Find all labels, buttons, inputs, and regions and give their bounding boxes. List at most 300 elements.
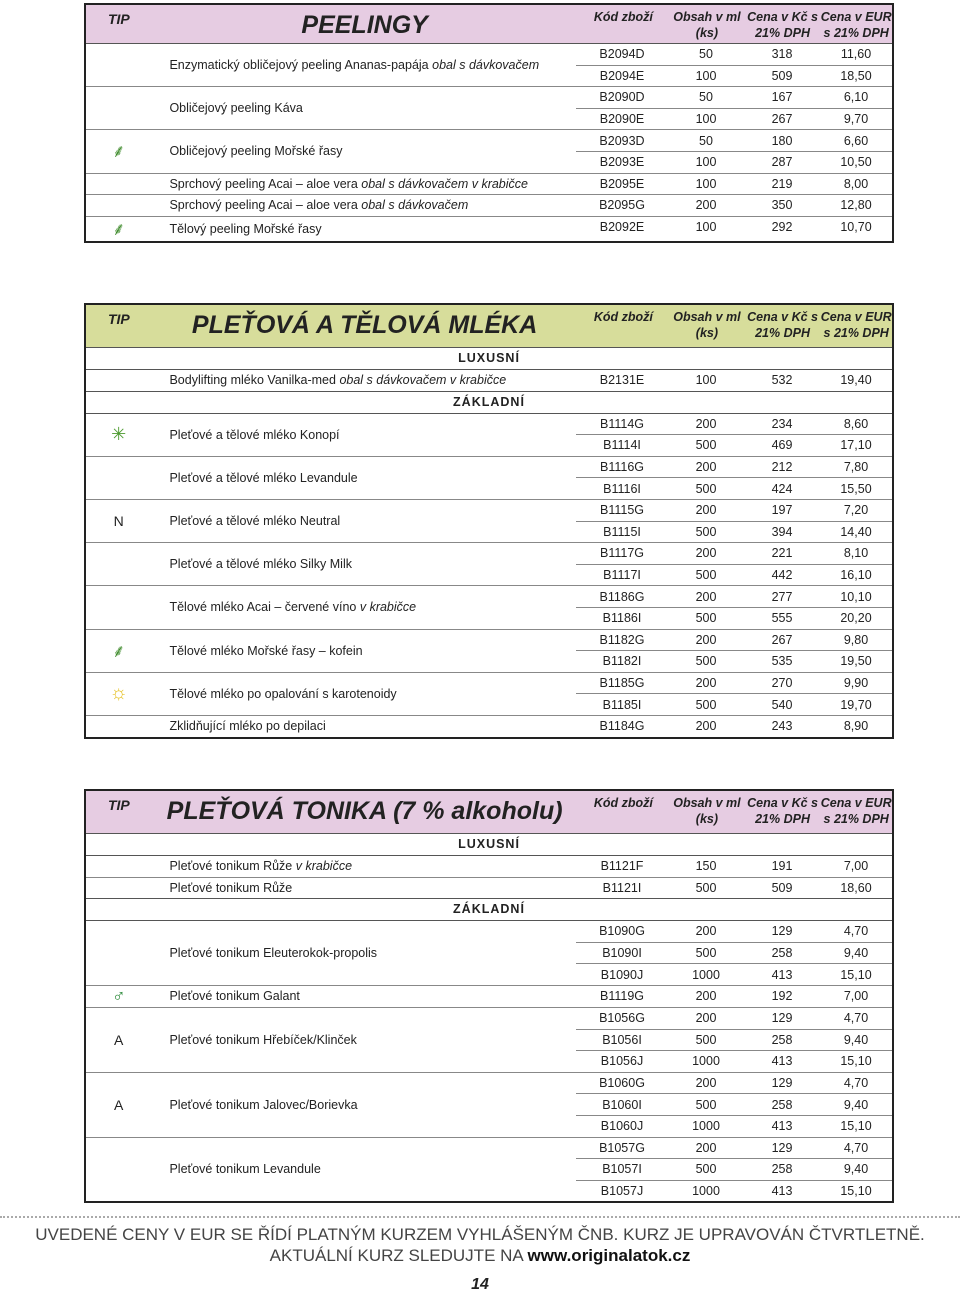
product-group <box>86 370 892 391</box>
peelingy-body <box>86 44 892 241</box>
product-variants <box>576 87 892 129</box>
volume-cell: 200 <box>695 460 717 475</box>
product-variants <box>576 921 892 985</box>
price-eur-cell: 9,80 <box>843 632 869 647</box>
variant-row <box>576 1094 892 1116</box>
product-name <box>151 1073 576 1137</box>
product-variants <box>576 1008 892 1072</box>
volume-cell: 500 <box>695 946 717 961</box>
volume-cell: 500 <box>695 568 717 583</box>
price-czk-cell: 509 <box>771 68 793 83</box>
price-czk-cell: 540 <box>771 697 793 712</box>
variant-row <box>576 1051 892 1072</box>
price-czk-cell: 212 <box>771 460 793 475</box>
product-name-text: Pleťové tonikum Eleuterokok-propolis <box>169 946 378 961</box>
price-eur-cell: 4,70 <box>843 1076 869 1091</box>
product-name <box>151 878 576 899</box>
product-name <box>151 174 576 195</box>
tip-letter: N <box>113 513 124 530</box>
price-czk-cell: 277 <box>771 589 793 604</box>
footer-line1: UVEDENÉ CENY V EUR SE ŘÍDÍ PLATNÝM KURZEM VYHLÁŠENÝM ČNB. KURZ JE UPRAVOVÁN ČTVRTLETNĚ. <box>35 1225 925 1244</box>
product-name <box>151 586 576 628</box>
code-cell: B1060I <box>602 1097 642 1112</box>
code-cell: B1186G <box>599 589 645 604</box>
product-name <box>151 195 576 216</box>
volume-cell: 200 <box>695 1140 717 1155</box>
code-cell: B1114I <box>603 438 641 453</box>
volume-cell: 200 <box>695 676 717 691</box>
product-group <box>86 414 892 457</box>
footer-url-link[interactable]: www.originalatok.cz <box>527 1246 691 1265</box>
code-cell: B2094D <box>599 47 645 62</box>
tip-icon-cell <box>86 543 151 585</box>
price-czk-cell: 258 <box>771 1032 793 1047</box>
tip-icon-cell <box>86 856 151 877</box>
volume-cell: 100 <box>695 373 717 388</box>
product-name <box>151 543 576 585</box>
tonika-lux-body <box>86 856 892 898</box>
product-variants <box>576 543 892 585</box>
volume-cell: 200 <box>695 198 717 213</box>
variant-row <box>576 500 892 522</box>
volume-cell: 500 <box>695 654 717 669</box>
product-name <box>151 457 576 499</box>
tip-letter: A <box>114 1031 124 1048</box>
volume-cell: 1000 <box>692 1119 720 1134</box>
product-name-text: Pleťové tonikum Hřebíček/Klinček <box>169 1032 357 1047</box>
product-variants <box>576 716 892 737</box>
variant-row <box>576 964 892 985</box>
product-group <box>86 586 892 629</box>
product-group <box>86 87 892 130</box>
price-eur-cell: 9,40 <box>843 946 869 961</box>
footer-divider <box>0 1216 960 1218</box>
variant-row <box>576 1138 892 1160</box>
col-cena-eur: Cena v EUR s 21% DPH <box>820 796 892 826</box>
price-eur-cell: 18,60 <box>840 880 872 895</box>
product-variants <box>576 586 892 628</box>
volume-cell: 500 <box>695 697 717 712</box>
code-cell: B1116G <box>599 460 644 475</box>
volume-cell: 200 <box>695 589 717 604</box>
price-czk-cell: 129 <box>771 1011 793 1026</box>
volume-cell: 500 <box>695 1097 717 1112</box>
product-name <box>151 217 576 241</box>
tip-icon-cell <box>86 716 151 737</box>
price-czk-cell: 394 <box>771 524 793 539</box>
code-cell: B1060G <box>599 1076 645 1091</box>
product-name-text: Sprchový peeling Acai – aloe vera <box>169 198 358 213</box>
price-eur-cell: 10,50 <box>840 155 872 170</box>
price-czk-cell: 413 <box>771 1054 793 1069</box>
product-group <box>86 630 892 673</box>
product-variants <box>576 1073 892 1137</box>
price-eur-cell: 15,10 <box>840 1184 872 1199</box>
col-kod: Kód zboží <box>593 310 653 324</box>
code-cell: B1182I <box>602 654 642 669</box>
code-cell: B1184G <box>599 719 645 734</box>
variant-row <box>576 109 892 130</box>
product-variants <box>576 500 892 542</box>
code-cell: B2093D <box>599 133 645 148</box>
product-group <box>86 1008 892 1073</box>
product-variants <box>576 856 892 877</box>
price-czk-cell: 267 <box>771 112 793 127</box>
price-czk-cell: 469 <box>771 438 793 453</box>
product-group <box>86 673 892 716</box>
col-cena-eur: Cena v EUR s 21% DPH <box>820 10 892 40</box>
mleka-table <box>84 303 894 739</box>
product-group <box>86 1073 892 1138</box>
tip-label: TIP <box>107 11 130 27</box>
price-eur-cell: 10,70 <box>840 220 872 235</box>
product-name-text: Zklidňující mléko po depilaci <box>169 719 326 734</box>
code-cell: B1121I <box>602 880 642 895</box>
price-eur-cell: 17,10 <box>840 438 872 453</box>
product-variants <box>576 673 892 715</box>
tip-icon-cell <box>86 630 151 672</box>
col-obsah: Obsah v ml (ks) <box>673 796 741 826</box>
volume-cell: 200 <box>695 632 717 647</box>
code-cell: B2090D <box>599 90 645 105</box>
price-eur-cell: 8,00 <box>843 176 869 191</box>
price-eur-cell: 9,90 <box>843 676 869 691</box>
code-cell: B2090E <box>599 112 645 127</box>
code-cell: B1056J <box>600 1054 644 1069</box>
volume-cell: 200 <box>695 1076 717 1091</box>
product-variants <box>576 44 892 86</box>
variant-row <box>576 1159 892 1181</box>
leaf-icon: ⸙ <box>111 218 126 239</box>
col-cena-eur: Cena v EUR s 21% DPH <box>820 310 892 340</box>
peelingy-header <box>86 5 892 44</box>
product-group <box>86 878 892 899</box>
variant-row <box>576 435 892 456</box>
code-cell: B2131E <box>599 373 645 388</box>
volume-cell: 200 <box>695 503 717 518</box>
code-cell: B1056G <box>599 1011 645 1026</box>
code-cell: B1186I <box>602 611 642 626</box>
volume-cell: 500 <box>695 524 717 539</box>
product-name <box>151 44 576 86</box>
code-cell: B1114G <box>599 416 644 431</box>
variant-row <box>576 478 892 499</box>
price-eur-cell: 20,20 <box>840 611 872 626</box>
tonika-title: PLEŤOVÁ TONIKA (7 % alkoholu) <box>166 797 563 825</box>
price-czk-cell: 234 <box>771 416 793 431</box>
product-name-text: Bodylifting mléko Vanilka-med <box>169 373 336 388</box>
price-eur-cell: 19,40 <box>840 373 872 388</box>
volume-cell: 100 <box>695 176 717 191</box>
price-czk-cell: 129 <box>771 1140 793 1155</box>
price-czk-cell: 442 <box>771 568 793 583</box>
code-cell: B1115G <box>599 503 644 518</box>
price-eur-cell: 12,80 <box>840 198 872 213</box>
col-cena-kc: Cena v Kč s 21% DPH <box>747 796 818 826</box>
variant-row <box>576 414 892 436</box>
tip-icon-cell <box>86 414 151 456</box>
volume-cell: 50 <box>699 133 713 148</box>
price-eur-cell: 9,70 <box>843 112 869 127</box>
product-name <box>151 986 576 1007</box>
price-czk-cell: 413 <box>771 1184 793 1199</box>
price-czk-cell: 287 <box>771 155 793 170</box>
variant-row <box>576 174 892 195</box>
tip-icon-cell <box>86 44 151 86</box>
variant-row <box>576 195 892 216</box>
tip-icon-cell <box>86 195 151 216</box>
volume-cell: 100 <box>695 68 717 83</box>
product-name-text: Tělový peeling Mořské řasy <box>169 221 322 236</box>
variant-row <box>576 1116 892 1137</box>
price-eur-cell: 7,00 <box>843 859 869 874</box>
code-cell: B1057G <box>599 1140 645 1155</box>
product-name-text: Tělové mléko Mořské řasy – kofein <box>169 643 363 658</box>
price-eur-cell: 4,70 <box>843 924 869 939</box>
price-czk-cell: 180 <box>771 133 793 148</box>
product-variants <box>576 878 892 899</box>
peelingy-table <box>84 3 894 243</box>
variant-row <box>576 44 892 66</box>
variant-row <box>576 1181 892 1202</box>
tip-icon-cell <box>86 500 151 542</box>
product-name <box>151 1138 576 1202</box>
section-zakladni: ZÁKLADNÍ <box>86 391 892 414</box>
code-cell: B1121F <box>600 859 644 874</box>
price-czk-cell: 197 <box>771 503 793 518</box>
price-eur-cell: 6,60 <box>843 133 869 148</box>
variant-row <box>576 66 892 87</box>
price-eur-cell: 15,10 <box>840 967 872 982</box>
price-czk-cell: 258 <box>771 1097 793 1112</box>
code-cell: B1090J <box>600 967 644 982</box>
code-cell: B1185G <box>599 676 645 691</box>
product-name-text: Pleťové a tělové mléko Konopí <box>169 427 340 442</box>
variant-row <box>576 457 892 479</box>
variant-row <box>576 1030 892 1052</box>
peelingy-title: PEELINGY <box>301 11 428 39</box>
mleka-zak-body <box>86 414 892 737</box>
price-czk-cell: 258 <box>771 1162 793 1177</box>
code-cell: B2095G <box>599 198 645 213</box>
variant-row <box>576 878 892 899</box>
product-name <box>151 500 576 542</box>
variant-row <box>576 716 892 737</box>
tip-icon-cell <box>86 986 151 1007</box>
variant-row <box>576 217 892 238</box>
price-eur-cell: 15,10 <box>840 1054 872 1069</box>
tip-icon-cell <box>86 217 151 241</box>
product-name-text: Pleťové tonikum Levandule <box>169 1162 321 1177</box>
price-eur-cell: 18,50 <box>840 68 872 83</box>
col-obsah: Obsah v ml (ks) <box>673 310 741 340</box>
price-eur-cell: 8,60 <box>843 416 869 431</box>
leaf-icon: ⸙ <box>111 141 126 162</box>
variant-row <box>576 608 892 629</box>
variant-row <box>576 543 892 565</box>
col-kod: Kód zboží <box>593 796 653 810</box>
tonika-table <box>84 789 894 1203</box>
price-czk-cell: 270 <box>771 676 793 691</box>
male-icon: ♂ <box>111 985 126 1006</box>
product-name-text: Pleťové tonikum Jalovec/Borievka <box>169 1097 358 1112</box>
code-cell: B1090I <box>602 946 642 961</box>
price-eur-cell: 19,70 <box>840 697 872 712</box>
product-variants <box>576 217 892 241</box>
leaf-icon: ⸙ <box>111 640 126 661</box>
product-variants <box>576 1138 892 1202</box>
product-group <box>86 716 892 737</box>
code-cell: B1117G <box>599 546 644 561</box>
product-name-text: Obličejový peeling Mořské řasy <box>169 144 343 159</box>
price-eur-cell: 14,40 <box>840 524 872 539</box>
volume-cell: 500 <box>695 481 717 496</box>
price-czk-cell: 413 <box>771 967 793 982</box>
footer-line2-prefix: AKTUÁLNÍ KURZ SLEDUJTE NA <box>269 1246 523 1265</box>
product-variants <box>576 630 892 672</box>
variant-row <box>576 694 892 715</box>
variant-row <box>576 130 892 152</box>
col-cena-kc: Cena v Kč s 21% DPH <box>747 310 818 340</box>
section-zakladni: ZÁKLADNÍ <box>86 898 892 921</box>
tip-icon-cell <box>86 370 151 391</box>
price-czk-cell: 413 <box>771 1119 793 1134</box>
product-group <box>86 174 892 196</box>
code-cell: B2093E <box>599 155 645 170</box>
product-variants <box>576 986 892 1007</box>
tip-icon-cell <box>86 87 151 129</box>
price-czk-cell: 292 <box>771 220 793 235</box>
section-luxusni: LUXUSNÍ <box>86 348 892 370</box>
mleka-header <box>86 305 892 348</box>
price-czk-cell: 191 <box>771 859 793 874</box>
price-eur-cell: 8,10 <box>843 546 869 561</box>
tip-icon-cell <box>86 1138 151 1202</box>
page-number: 14 <box>471 1276 489 1293</box>
tip-icon-cell <box>86 174 151 195</box>
volume-cell: 500 <box>695 1032 717 1047</box>
price-czk-cell: 350 <box>771 198 793 213</box>
product-variants <box>576 174 892 195</box>
code-cell: B1057I <box>602 1162 642 1177</box>
price-eur-cell: 10,10 <box>840 589 872 604</box>
price-czk-cell: 167 <box>771 90 793 105</box>
price-czk-cell: 221 <box>771 546 793 561</box>
product-name <box>151 414 576 456</box>
volume-cell: 500 <box>695 1162 717 1177</box>
tip-icon-cell <box>86 878 151 899</box>
col-obsah: Obsah v ml (ks) <box>673 10 741 40</box>
code-cell: B1090G <box>599 924 645 939</box>
code-cell: B2095E <box>599 176 645 191</box>
price-eur-cell: 4,70 <box>843 1011 869 1026</box>
volume-cell: 200 <box>695 416 717 431</box>
tip-icon-cell <box>86 130 151 172</box>
tonika-header <box>86 791 892 834</box>
volume-cell: 1000 <box>692 1184 720 1199</box>
price-eur-cell: 9,40 <box>843 1032 869 1047</box>
tip-icon-cell <box>86 673 151 715</box>
product-group <box>86 1138 892 1202</box>
price-eur-cell: 7,80 <box>843 460 869 475</box>
footer <box>0 1224 960 1266</box>
product-variants <box>576 414 892 456</box>
price-eur-cell: 7,00 <box>843 989 869 1004</box>
volume-cell: 200 <box>695 546 717 561</box>
price-czk-cell: 424 <box>771 481 793 496</box>
code-cell: B1119G <box>599 989 644 1004</box>
product-name-note: obal s dávkovačem v krabičce <box>361 176 528 191</box>
tip-icon-cell <box>86 1008 151 1072</box>
product-name-note: obal s dávkovačem <box>361 198 469 213</box>
product-group <box>86 195 892 217</box>
product-name-text: Pleťové a tělové mléko Levandule <box>169 470 358 485</box>
variant-row <box>576 87 892 109</box>
price-czk-cell: 532 <box>771 373 793 388</box>
product-group <box>86 921 892 986</box>
product-name <box>151 921 576 985</box>
volume-cell: 1000 <box>692 967 720 982</box>
price-eur-cell: 9,40 <box>843 1162 869 1177</box>
product-name-note: obal s dávkovačem <box>432 58 540 73</box>
price-czk-cell: 129 <box>771 924 793 939</box>
tip-label: TIP <box>107 797 130 813</box>
volume-cell: 500 <box>695 438 717 453</box>
product-group <box>86 457 892 500</box>
variant-row <box>576 673 892 695</box>
code-cell: B1115I <box>603 524 641 539</box>
variant-row <box>576 651 892 672</box>
product-variants <box>576 457 892 499</box>
price-czk-cell: 219 <box>771 176 793 191</box>
variant-row <box>576 565 892 586</box>
price-czk-cell: 535 <box>771 654 793 669</box>
variant-row <box>576 943 892 965</box>
product-name <box>151 673 576 715</box>
volume-cell: 200 <box>695 1011 717 1026</box>
price-czk-cell: 192 <box>771 989 793 1004</box>
product-name-text: Pleťové tonikum Růže <box>169 859 293 874</box>
product-name-text: Sprchový peeling Acai – aloe vera <box>169 176 358 191</box>
variant-row <box>576 522 892 543</box>
tip-icon-cell <box>86 921 151 985</box>
product-group <box>86 217 892 241</box>
product-name-text: Pleťové tonikum Galant <box>169 989 300 1004</box>
variant-row <box>576 921 892 943</box>
volume-cell: 150 <box>695 859 717 874</box>
volume-cell: 500 <box>695 880 717 895</box>
volume-cell: 200 <box>695 924 717 939</box>
mleka-lux-body <box>86 370 892 391</box>
variant-row <box>576 586 892 608</box>
volume-cell: 100 <box>695 155 717 170</box>
tonika-zak-body <box>86 921 892 1201</box>
volume-cell: 100 <box>695 112 717 127</box>
tip-icon-cell <box>86 457 151 499</box>
product-name <box>151 87 576 129</box>
variant-row <box>576 1073 892 1095</box>
variant-row <box>576 370 892 391</box>
volume-cell: 1000 <box>692 1054 720 1069</box>
volume-cell: 200 <box>695 989 717 1004</box>
code-cell: B2092E <box>599 220 645 235</box>
product-group <box>86 543 892 586</box>
code-cell: B1060J <box>600 1119 644 1134</box>
code-cell: B1057J <box>600 1184 644 1199</box>
section-luxusni: LUXUSNÍ <box>86 834 892 856</box>
price-eur-cell: 9,40 <box>843 1097 869 1112</box>
price-eur-cell: 19,50 <box>840 654 872 669</box>
